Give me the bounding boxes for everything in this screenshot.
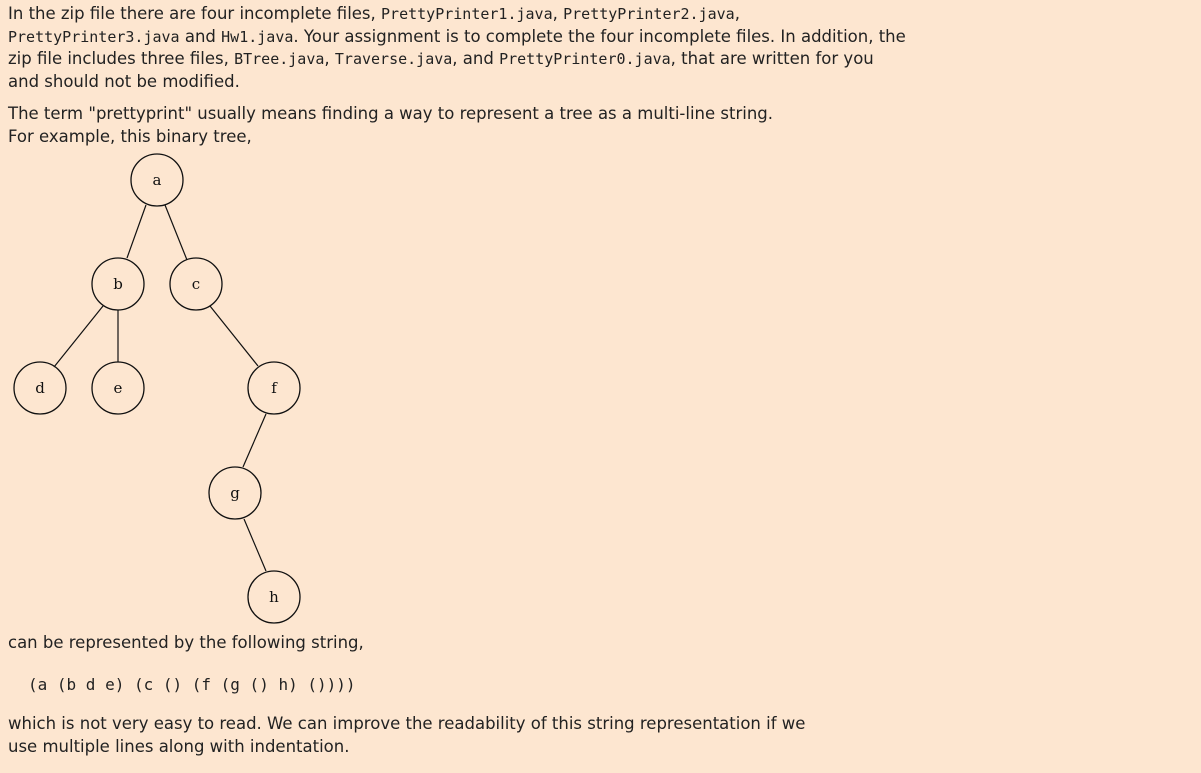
node-label-b: b bbox=[113, 275, 123, 293]
node-label-a: a bbox=[152, 171, 162, 189]
edge-c-f bbox=[210, 306, 258, 366]
node-label-f: f bbox=[271, 379, 277, 397]
tree-string-code: (a (b d e) (c () (f (g () h) ()))) bbox=[28, 675, 356, 694]
filename-prettyprinter3: PrettyPrinter3.java bbox=[8, 27, 180, 46]
text-span: , bbox=[552, 4, 564, 23]
readability-paragraph bbox=[8, 713, 908, 758]
text-line: use multiple lines along with indentation. bbox=[8, 736, 350, 756]
edge-a-c bbox=[165, 205, 187, 260]
binary-tree-diagram bbox=[0, 150, 320, 630]
node-label-g: g bbox=[230, 484, 240, 502]
representation-paragraph: can be represented by the following string, bbox=[8, 633, 364, 652]
text-span: and bbox=[179, 26, 222, 46]
node-label-c: c bbox=[191, 275, 201, 293]
prettyprint-paragraph bbox=[8, 103, 908, 148]
intro-paragraph bbox=[8, 3, 908, 93]
text-line: For example, this binary tree, bbox=[8, 126, 252, 146]
text-span: , that are written for you and should not be modified. bbox=[8, 49, 874, 91]
node-label-h: h bbox=[269, 588, 279, 606]
filename-hw1: Hw1.java bbox=[221, 27, 294, 46]
text-line: The term "prettyprint" usually means finding a way to represent a tree as a multi-line string. bbox=[8, 104, 774, 123]
text-span: , bbox=[324, 49, 335, 68]
tree-svg bbox=[0, 150, 320, 630]
filename-btree: BTree.java bbox=[234, 50, 325, 68]
filename-prettyprinter0: PrettyPrinter0.java bbox=[499, 50, 671, 68]
text-line: which is not very easy to read. We can improve the readability of this string representation if we bbox=[8, 714, 806, 733]
edge-g-h bbox=[244, 519, 266, 571]
text-span: , and bbox=[452, 49, 500, 68]
node-label-e: e bbox=[113, 379, 123, 397]
document-body bbox=[8, 3, 908, 148]
text-span: In the zip file there are four incomplete files, bbox=[8, 4, 382, 23]
filename-prettyprinter1: PrettyPrinter1.java bbox=[381, 5, 553, 23]
edge-b-d bbox=[54, 306, 103, 367]
text-span: , bbox=[734, 4, 740, 23]
edge-f-g bbox=[243, 414, 266, 467]
node-label-d: d bbox=[35, 379, 45, 397]
filename-prettyprinter2: PrettyPrinter2.java bbox=[563, 5, 735, 23]
filename-traverse: Traverse.java bbox=[334, 50, 453, 68]
text-span: . Your assignment is to complete the four incomplete files. In addition, the zip file includes three files, bbox=[8, 26, 906, 68]
edge-a-b bbox=[127, 205, 146, 258]
